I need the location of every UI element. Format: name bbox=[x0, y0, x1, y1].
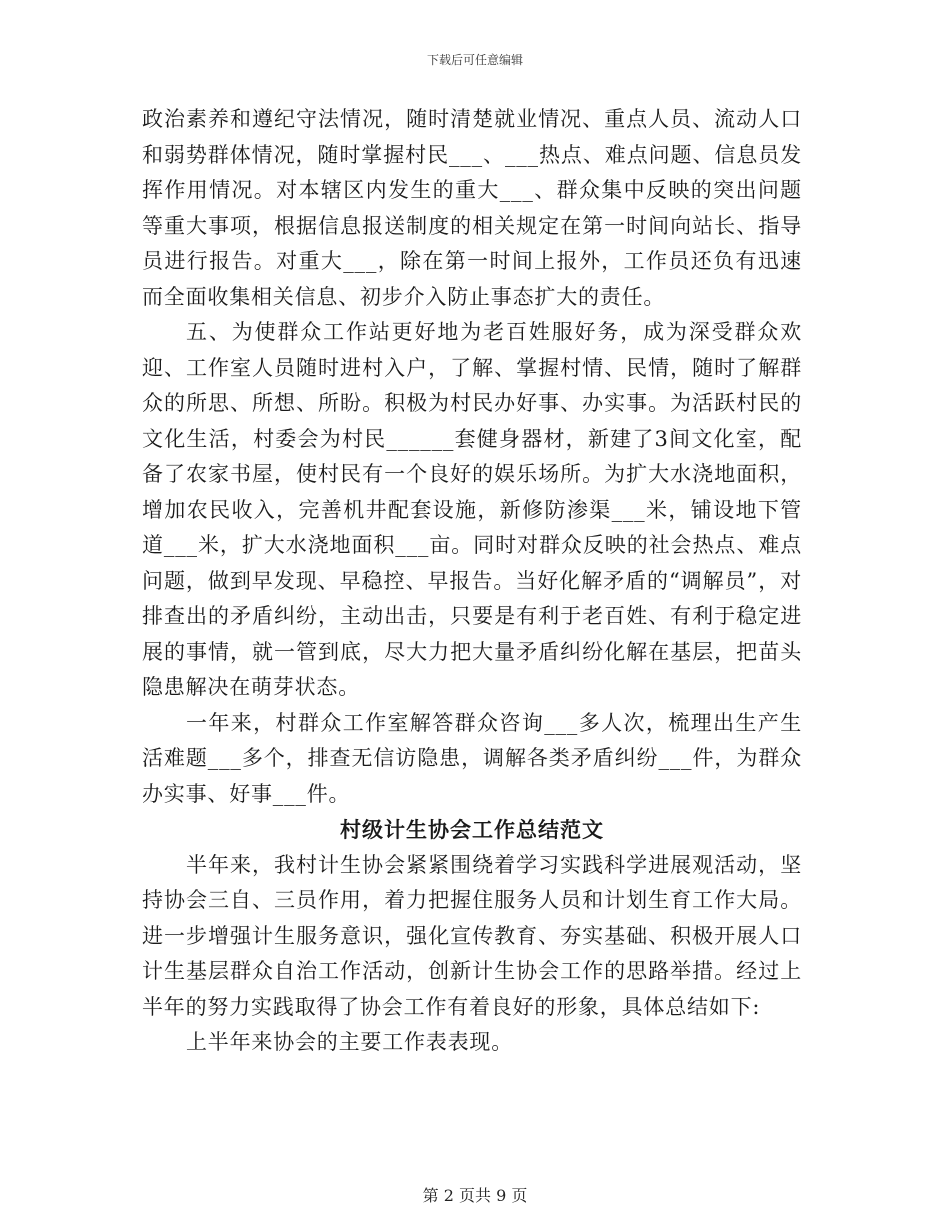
section-title: 村级计生协会工作总结范文 bbox=[340, 817, 604, 842]
document-body bbox=[142, 102, 802, 1061]
paragraph-continued: 政治素养和遵纪守法情况，随时清楚就业情况、重点人员、流动人口和弱势群体情况，随时掌握村民___、___热点、难点问题、信息员发挥作用情况。对本辖区内发生的重大___、群众集中反映的突出问题等重大事项，根据信息报送制度的相关规定在第一时间向站长、指导员进行报告。对重大___，除在第一时间上报外，工作员还负有迅速而全面收集相关信息、初步介入防止事态扩大的责任。 bbox=[142, 107, 802, 309]
page-number: 第 2 页共 9 页 bbox=[422, 1186, 528, 1205]
paragraph-half-year: 半年来，我村计生协会紧紧围绕着学习实践科学进展观活动，坚持协会三自、三员作用，着力把握住服务人员和计划生育工作大局。进一步增强计生服务意识，强化宣传教育、夯实基础、积极开展人口计生基层群众自治工作活动，创新计生协会工作的思路举措。经过上半年的努力实践取得了协会工作有着良好的形象，具体总结如下: bbox=[142, 852, 802, 1019]
paragraph-year-summary: 一年来，村群众工作室解答群众咨询___多人次，梳理出生产生活难题___多个，排查无信访隐患，调解各类矛盾纠纷___件，为群众办实事、好事___件。 bbox=[142, 710, 802, 806]
page-header: 下载后可任意编辑 bbox=[426, 53, 523, 67]
paragraph-main-work: 上半年来协会的主要工作表表现。 bbox=[186, 1030, 513, 1054]
paragraph-section-five: 五、为使群众工作站更好地为老百姓服好务，成为深受群众欢迎、工作室人员随时进村入户，了解、掌握村情、民情，随时了解群众的所思、所想、所盼。积极为村民办好事、办实事。为活跃村民的文化生活，村委会为村民______套健身器材，新建了3间文化室，配备了农家书屋，使村民有一个良好的娱乐场所。为扩大水浇地面积，增加农民收入，完善机井配套设施，新修防渗渠___米，铺设地下管道___米，扩大水浇地面积___亩。同时对群众反映的社会热点、难点问题，做到早发现、早稳控、早报告。当好化解矛盾的“调解员”，对排查出的矛盾纠纷，主动出击，只要是有利于老百姓、有利于稳定进展的事情，就一管到底，尽大力把大量矛盾纠纷化解在基层，把苗头隐患解决在萌芽状态。 bbox=[142, 320, 802, 699]
